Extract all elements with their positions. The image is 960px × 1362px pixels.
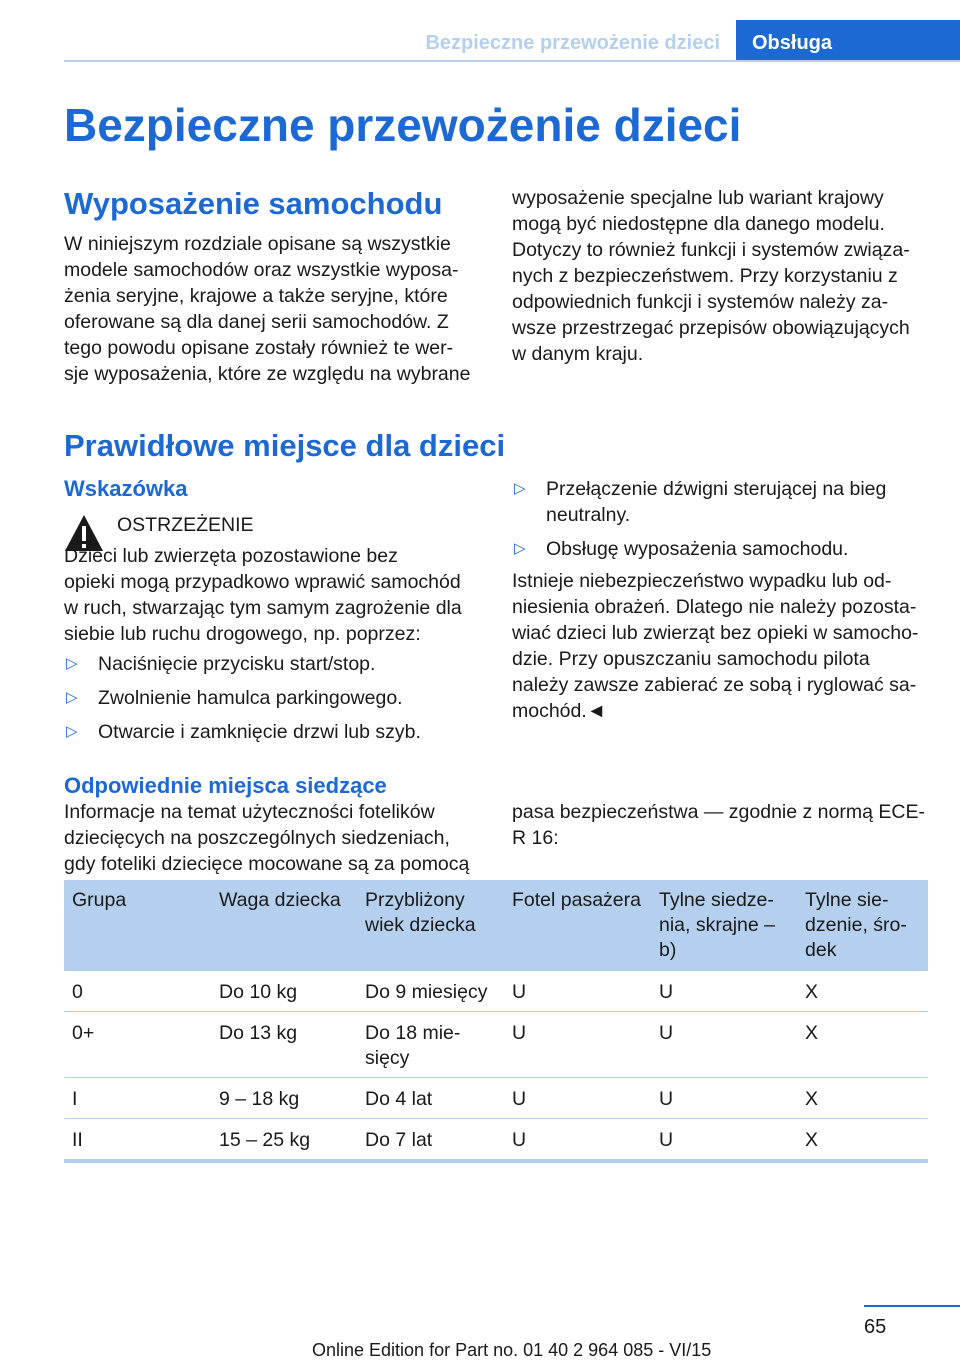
table-cell [797,971,928,1012]
text-line: niesienia obrażeń. Dlatego nie należy pozosta- [512,596,917,618]
cell-text: b) [659,939,677,961]
table-cell [357,1078,504,1119]
triangle-bullet-icon: ▷ [66,723,78,740]
cell-text: Do 13 kg [219,1022,298,1044]
text-line: wiać dzieci lub zwierząt bez opieki w samocho- [512,622,919,644]
text-line: pasa bezpieczeństwa — zgodnie z normą ECE- [512,801,925,823]
warning-text [64,543,462,647]
cell-text: nia, skrajne – [659,914,775,936]
table-cell [357,1119,504,1162]
table-header-cell [504,880,651,971]
text-line: mogą być niedostępne dla danego modelu. [512,213,885,235]
table-cell [211,971,357,1012]
table-header-cell [357,880,504,971]
cell-text: Waga dziecka [219,889,341,911]
page-title: Bezpieczne przewożenie dzieci [64,99,742,151]
table-cell [651,1078,797,1119]
cell-text: X [805,1129,819,1151]
text-line: odpowiednich funkcji i systemów należy za- [512,291,889,313]
list-item-text: Przełączenie dźwigni sterującej na bieg [546,478,887,500]
warning-bullet-list-right [512,476,886,570]
cell-text: 0 [72,981,83,1003]
list-item-text: Otwarcie i zamknięcie drzwi lub szyb. [98,721,421,743]
cell-text: U [512,1022,527,1044]
text-line: Istnieje niebezpieczeństwo wypadku lub od- [512,570,892,592]
header-rule [64,60,960,62]
list-item-text: Zwolnienie hamulca parkingowego. [98,687,403,709]
warning-label: OSTRZEŻENIE [117,514,254,536]
table-row [64,1012,928,1078]
cell-text: sięcy [365,1047,410,1069]
cell-text: Grupa [72,889,127,911]
table-row [64,1078,928,1119]
triangle-bullet-icon: ▷ [514,540,526,557]
text-line: gdy foteliki dziecięce mocowane są za pomocą [64,853,470,875]
cell-text: dek [805,939,837,961]
cell-text: Fotel pasażera [512,889,641,911]
table-cell [651,971,797,1012]
footer-rule [864,1305,960,1307]
list-item-text: Naciśnięcie przycisku start/stop. [98,653,376,675]
text-line: W niniejszym rozdziale opisane są wszystkie [64,233,451,255]
cell-text: Tylne sie- [805,889,889,911]
page-number: 65 [864,1316,887,1338]
child-place-heading: Prawidłowe miejsce dla dzieci [64,428,506,463]
text-line: wsze przestrzegać przepisów obowiązujących [512,317,910,339]
text-line: Dotyczy to również funkcji i systemów związa- [512,239,910,261]
warning-conclusion [512,568,918,724]
table-cell [211,1012,357,1078]
seats-text-left [64,799,469,877]
cell-text: Do 9 miesięcy [365,981,488,1003]
text-line: żenia seryjne, krajowe a także seryjne, które [64,285,448,307]
list-item [512,476,886,528]
running-header-section: Bezpieczne przewożenie dzieci [425,32,720,54]
table-header-cell [651,880,797,971]
text-line: w ruch, stwarzając tym samym zagrożenie dla [64,597,462,619]
triangle-bullet-icon: ▷ [514,480,526,497]
equipment-text-left [64,231,470,387]
text-line: siebie lub ruchu drogowego, np. poprzez: [64,623,421,645]
text-line: w danym kraju. [512,343,644,365]
child-seat-table [64,880,928,1163]
text-line: dziecięcych na poszczególnych siedzeniach, [64,827,450,849]
list-item [64,651,421,677]
equipment-text-right [512,185,910,367]
table-cell [504,1012,651,1078]
cell-text: II [72,1129,83,1151]
cell-text: U [512,1129,527,1151]
text-line: mochód.◄ [512,700,607,722]
text-line: opieki mogą przypadkowo wprawić samochód [64,571,461,593]
triangle-bullet-icon: ▷ [66,689,78,706]
cell-text: U [659,1129,674,1151]
cell-text: U [659,1022,674,1044]
table-cell [357,1012,504,1078]
table-cell [64,971,211,1012]
table-cell [797,1119,928,1162]
table-cell [797,1078,928,1119]
cell-text: X [805,1088,819,1110]
table-cell [64,1078,211,1119]
text-line: wyposażenie specjalne lub wariant krajowy [512,187,884,209]
table-cell [211,1119,357,1162]
cell-text: Do 7 lat [365,1129,433,1151]
text-line: dzie. Przy opuszczaniu samochodu pilota [512,648,870,670]
cell-text: Tylne siedze- [659,889,774,911]
text-line: oferowane są dla danej serii samochodów. Z [64,311,449,333]
text-line: modele samochodów oraz wszystkie wyposa- [64,259,459,281]
table-row [64,971,928,1012]
table-row [64,1119,928,1162]
text-line: tego powodu opisane zostały również te wer- [64,337,454,359]
cell-text: Do 4 lat [365,1088,433,1110]
table-header-cell [797,880,928,971]
cell-text: U [512,1088,527,1110]
cell-text: I [72,1088,78,1110]
table-cell [651,1119,797,1162]
list-item [64,719,421,745]
list-item [64,685,421,711]
table-cell [651,1012,797,1078]
cell-text: wiek dziecka [365,914,476,936]
list-item-text: Obsługę wyposażenia samochodu. [546,538,849,560]
table-cell [504,971,651,1012]
cell-text: Do 18 mie- [365,1022,461,1044]
note-heading: Wskazówka [64,476,188,501]
text-line: sje wyposażenia, które ze względu na wybrane [64,363,471,385]
table-cell [64,1119,211,1162]
footer-edition: Online Edition for Part no. 01 40 2 964 085 - VI/15 [312,1340,712,1360]
table-cell [211,1078,357,1119]
cell-text: dzenie, śro- [805,914,907,936]
cell-text: U [512,981,527,1003]
cell-text: X [805,981,819,1003]
table-header-row [64,880,928,971]
warning-bullet-list-left [64,651,421,753]
cell-text: Przybliżony [365,889,465,911]
cell-text: U [659,1088,674,1110]
table-cell [357,971,504,1012]
table-header-cell [211,880,357,971]
seats-text-right [512,799,925,851]
table-cell [504,1078,651,1119]
cell-text: 0+ [72,1022,95,1044]
cell-text: X [805,1022,819,1044]
table-cell [64,1012,211,1078]
cell-text: Do 10 kg [219,981,298,1003]
list-item-text: neutralny. [546,504,631,526]
table-cell [797,1012,928,1078]
triangle-bullet-icon: ▷ [66,655,78,672]
list-item [512,536,886,562]
running-header-chapter-tab: Obsługa [736,20,960,62]
table-cell [504,1119,651,1162]
seats-heading: Odpowiednie miejsca siedzące [64,773,387,798]
text-line: Informacje na temat użyteczności fotelików [64,801,435,823]
cell-text: 15 – 25 kg [219,1129,311,1151]
text-line: R 16: [512,827,559,849]
cell-text: U [659,981,674,1003]
text-line: należy zawsze zabierać ze sobą i ryglować sa- [512,674,917,696]
equipment-heading: Wyposażenie samochodu [64,186,443,221]
text-line: nych z bezpieczeństwem. Przy korzystaniu z [512,265,898,287]
table-header-cell [64,880,211,971]
cell-text: 9 – 18 kg [219,1088,300,1110]
text-line: Dzieci lub zwierzęta pozostawione bez [64,545,398,567]
